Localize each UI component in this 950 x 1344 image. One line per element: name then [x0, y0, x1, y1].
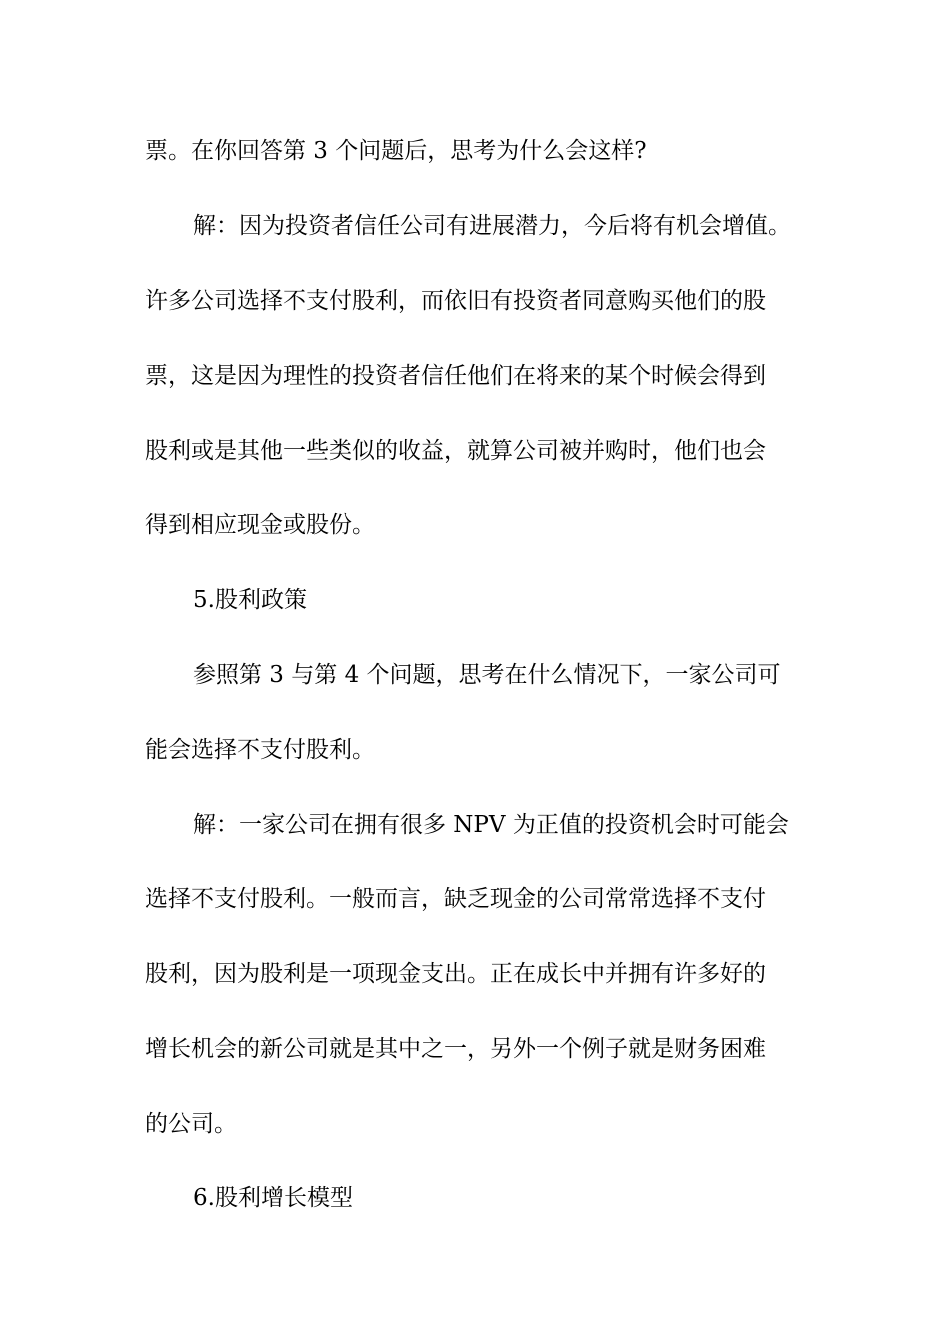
text-line: 解：因为投资者信任公司有进展潜力，今后将有机会增值。 — [193, 213, 791, 239]
section-heading: 5.股利政策 — [193, 587, 307, 613]
text-line: 许多公司选择不支付股利，而依旧有投资者同意购买他们的股 — [145, 288, 766, 314]
text-line: 得到相应现金或股份。 — [145, 512, 375, 538]
text-line: 票。在你回答第 3 个问题后，思考为什么会这样? — [145, 138, 647, 164]
text-line: 票，这是因为理性的投资者信任他们在将来的某个时候会得到 — [145, 363, 766, 389]
text-line: 能会选择不支付股利。 — [145, 737, 375, 763]
text-line: 增长机会的新公司就是其中之一，另外一个例子就是财务困难 — [145, 1036, 766, 1062]
text-line: 股利，因为股利是一项现金支出。正在成长中并拥有许多好的 — [145, 961, 766, 987]
text-line: 参照第 3 与第 4 个问题，思考在什么情况下，一家公司可 — [193, 662, 781, 688]
text-line: 股利或是其他一些类似的收益，就算公司被并购时，他们也会 — [145, 438, 766, 464]
text-line: 选择不支付股利。一般而言，缺乏现金的公司常常选择不支付 — [145, 886, 766, 912]
text-line: 解：一家公司在拥有很多 NPV 为正值的投资机会时可能会 — [193, 812, 789, 838]
section-heading: 6.股利增长模型 — [193, 1185, 353, 1211]
text-line: 的公司。 — [145, 1111, 237, 1137]
